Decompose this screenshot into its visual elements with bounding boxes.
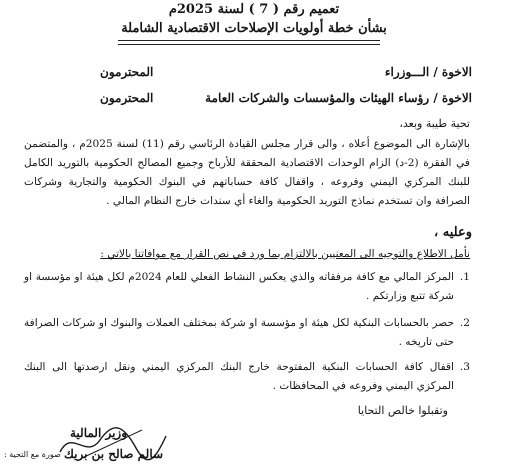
closing-remark: وتقبلوا خالص التحايا [357, 404, 448, 417]
copy-note: صورة مع التحية : [4, 450, 61, 459]
addressee-ministers-honorific: المحترمون [100, 65, 154, 79]
greeting: تحية طيبة وبعد، [399, 117, 470, 130]
signatory-name: سالم صالح بن بريك [64, 447, 164, 461]
instruction-line: نأمل الاطلاع والتوجيه الى المعنيين بالالتزام بما ورد في نص القرار مع موافاتنا بالاتي : [100, 248, 470, 260]
list-item-text: حصر بالحسابات البنكية لكل هيئة او مؤسسة او شركة بمختلف العملات والبنوك او شركات الصرافة حتى تاريخه . [24, 317, 454, 348]
circular-subject: بشأن خطة أولويات الإصلاحات الاقتصادية الشاملة [121, 21, 387, 36]
circular-title: تعميم رقم ( 7 ) لسنة 2025م [168, 2, 340, 17]
list-item-text: المركز المالي مع كافة مرفقاته والذي يعكس النشاط الفعلي للعام 2024م لكل هيئة او مؤسسة او شركة تتبع وزارتكم . [24, 271, 454, 302]
list-item-text: اقفال كافة الحسابات البنكية المفتوحة خارج البنك المركزي اليمني ونقل ارصدتها الى البنك المركزي اليمني وفروعه في المحافظات . [24, 361, 454, 392]
list-item-number: 2. [459, 317, 470, 329]
signatory-title: وزير المالية [70, 426, 128, 440]
list-item [24, 314, 470, 352]
title-underline [118, 40, 380, 41]
list-item [24, 268, 470, 306]
addressee-heads: الاخوة / رؤساء الهيئات والمؤسسات والشركات العامة [205, 91, 472, 105]
list-item [24, 358, 470, 396]
section-heading: وعليه ، [434, 225, 472, 240]
addressee-heads-honorific: المحترمون [100, 91, 154, 105]
addressee-ministers: الاخوة / الـــوزراء [384, 65, 472, 79]
intro-paragraph: بالإشارة الى الموضوع أعلاه ، والى قرار مجلس القيادة الرئاسي رقم (11) لسنة 2025م ، والمتضمن في الفقرة (2-د) الزام الوحدات الاقتصادية المحققة للأرباح وجميع المصالح الحكومية بالتوريد الكامل للبنك المركزي اليمني وفروعه ، واقفال كافة حساباتهم في البنوك الحكومية والتجارية وشركات الصرافة وان تستخدم نماذج التوريد الحكومية والغاء أي سندات خارج النظام المالي . [24, 138, 470, 207]
list-item-number: 1. [459, 271, 470, 283]
title-underline-double [118, 44, 380, 45]
list-item-number: 3. [459, 361, 470, 373]
